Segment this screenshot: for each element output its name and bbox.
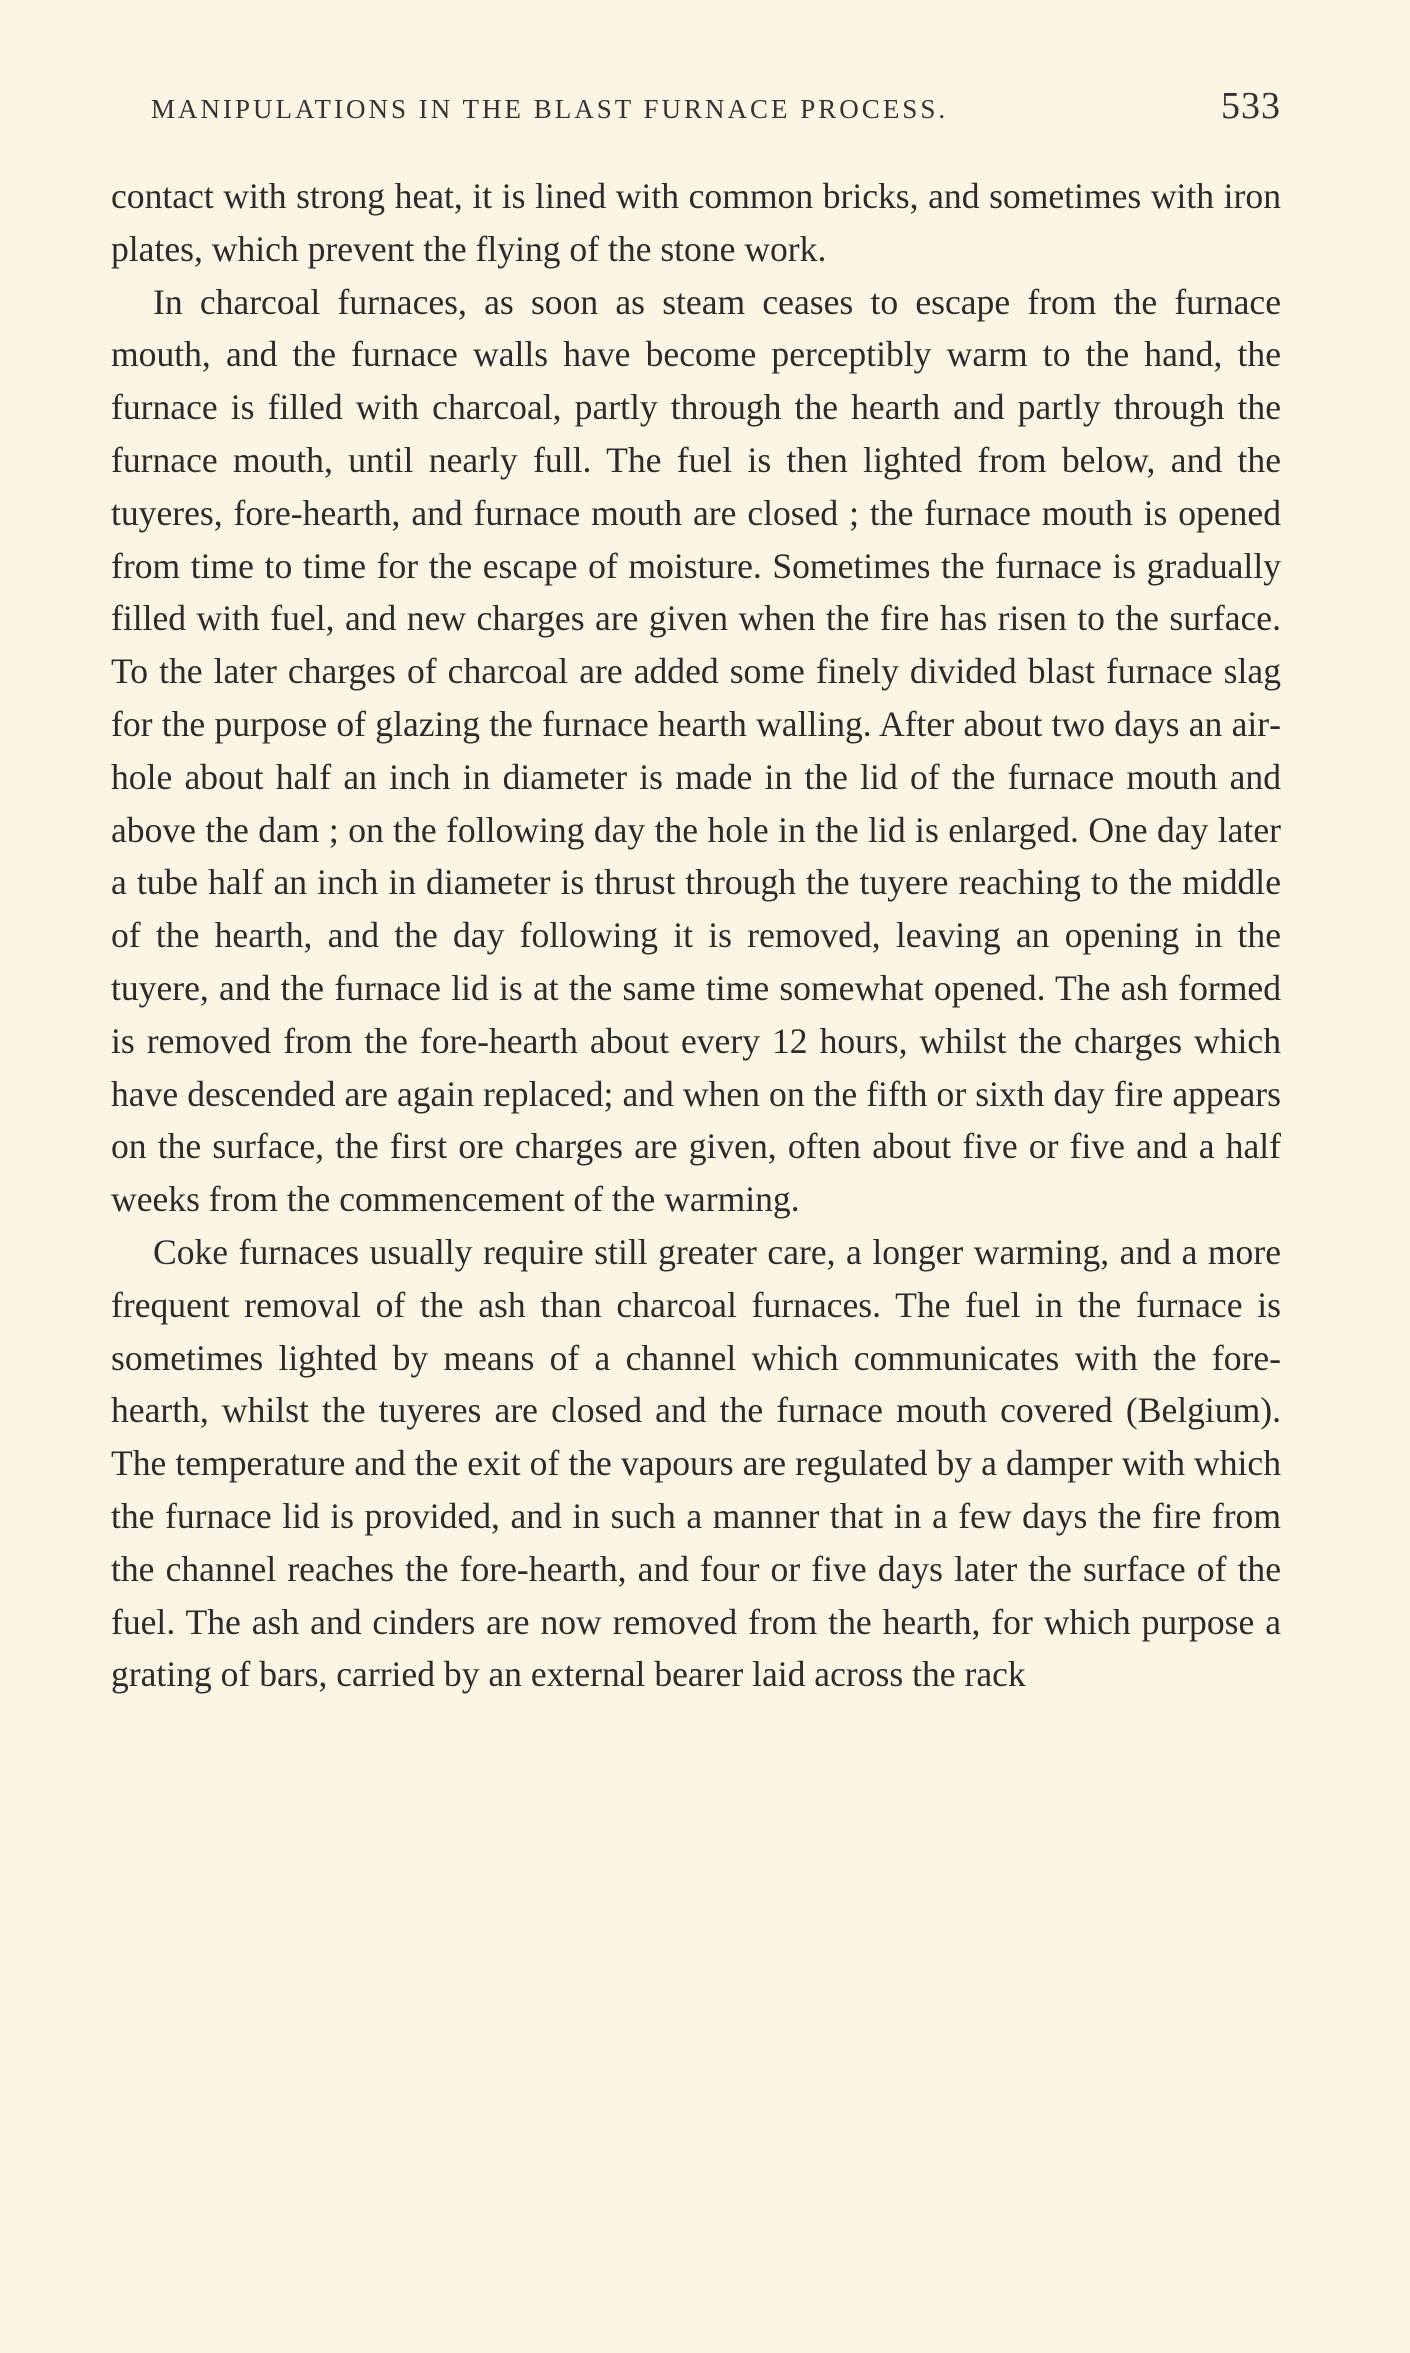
chapter-title: MANIPULATIONS IN THE BLAST FURNACE PROCESS. bbox=[151, 94, 949, 124]
paragraph-coke-furnaces: Coke furnaces usually require still greater care, a longer warming, and a more frequent removal of the ash than charcoal furnaces. The fuel in the furnace is sometimes lighted by means of a channel which communicates with the forehearth, whilst the tuyeres are closed and the furnace mouth covered (Belgium). The temperature and the exit of the vapours are regulated by a damper with which the furnace lid is provided, and in such a manner that in a few days the fire from the channel reaches the fore-hearth, and four or five days later the surface of the fuel. The ash and cinders are now removed from the hearth, for which purpose a grating of bars, carried by an external bearer laid across the rack bbox=[111, 1231, 1281, 1695]
paragraph-continuation: contact with strong heat, it is lined with common bricks, and sometimes with iron plates, which prevent the flying of the stone work. bbox=[111, 176, 1281, 269]
running-head bbox=[111, 84, 1281, 146]
page-number: 533 bbox=[1221, 85, 1281, 127]
book-page bbox=[111, 84, 1281, 1701]
paragraph-charcoal-furnaces: In charcoal furnaces, as soon as steam ceases to escape from the furnace mouth, and the furnace walls have become perceptibly warm to the hand, the furnace is filled with charcoal, partly through the hearth and partly through the furnace mouth, until nearly full. The fuel is then lighted from below, and the tuyeres, fore-hearth, and furnace mouth are closed ; the furnace mouth is opened from time to time for the escape of moisture. Sometimes the furnace is gradually filled with fuel, and new charges are given when the fire has risen to the surface. To the later charges of charcoal are added some finely divided blast furnace slag for the purpose of glazing the furnace hearth walling. After about two days an airhole about half an inch in diameter is made in the lid of the furnace mouth and above the dam ; on the following day the hole in the lid is enlarged. One day later a tube half an inch in diameter is thrust through the tuyere reaching to the middle of the hearth, and the day following it is removed, leaving an opening in the tuyere, and the furnace lid is at the same time somewhat opened. The ash formed is removed from the fore-hearth about every 12 hours, whilst the charges which have descended are again replaced; and when on the fifth or sixth day fire appears on the surface, the first ore charges are given, often about five or five and a half weeks from the commencement of the warming. bbox=[111, 281, 1281, 1220]
